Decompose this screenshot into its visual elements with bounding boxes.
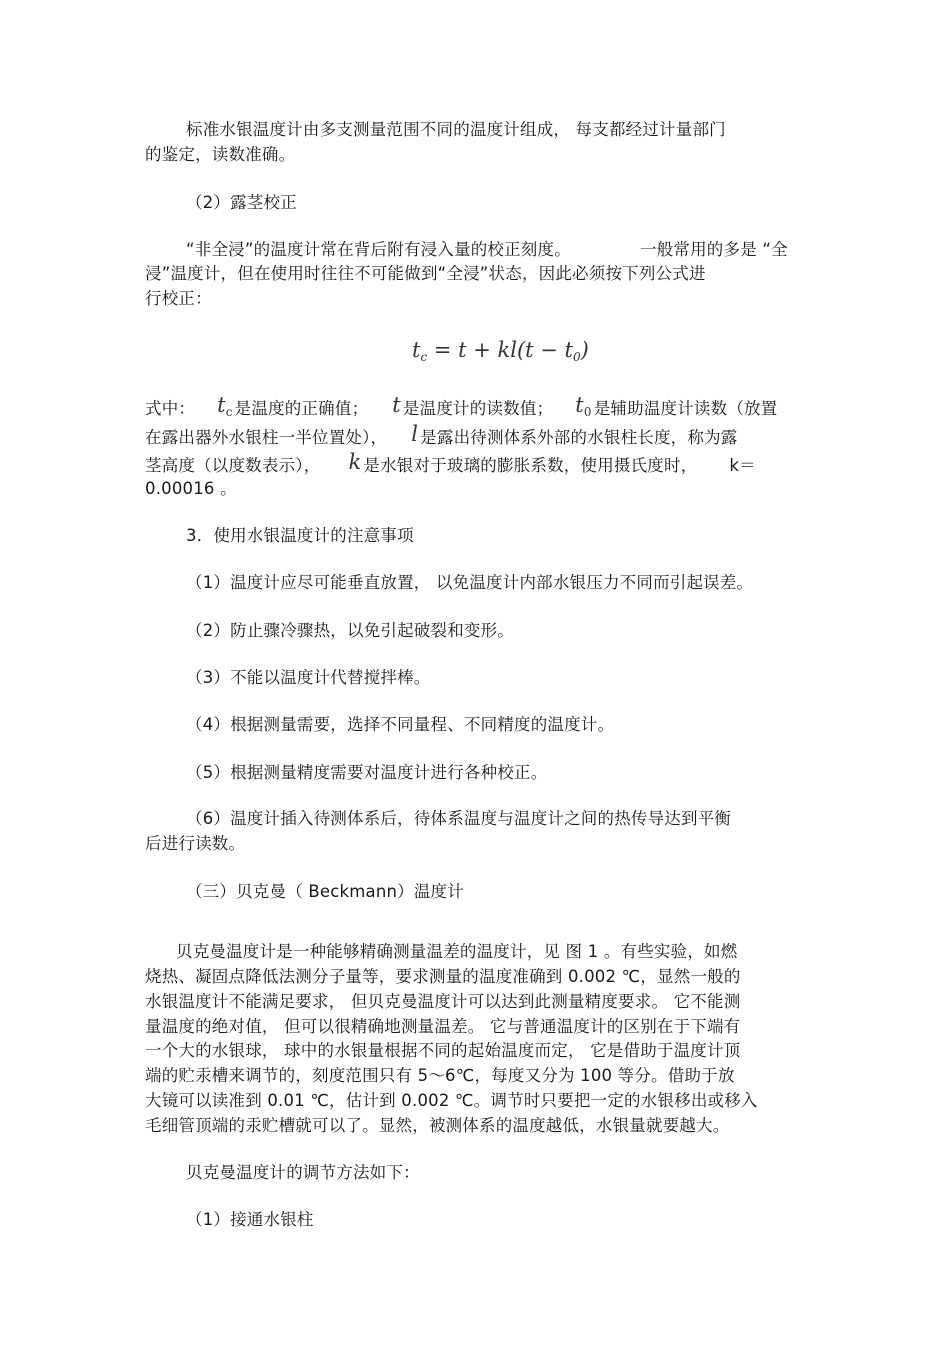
heading-beckmann: （三）贝克曼（ Beckmann）温度计: [186, 882, 464, 901]
paragraph-beckmann-line-7: 大镜可以读准到 0.01 ℃，估计到 0.002 ℃。调节时只要把一定的水银移出或移入: [145, 1091, 758, 1110]
k-value-label: k＝: [729, 456, 756, 475]
formula-rhs: = t + kl(t − t: [427, 338, 573, 362]
t0-description: 是辅助温度计读数（放置: [593, 399, 778, 418]
paragraph-beckmann-line-8: 毛细管顶端的汞贮槽就可以了。显然，被测体系的温度越低，水银量就要越大。: [145, 1116, 730, 1135]
formula-lhs-subscript: c: [420, 350, 428, 364]
paragraph-partial-immersion-line-3: 行校正：: [145, 289, 212, 308]
paragraph-beckmann-line-2: 烧热、凝固点降低法测分子量等，要求测量的温度准确到 0.002 ℃，显然一般的: [145, 967, 741, 986]
where-label: 式中：: [145, 399, 196, 418]
list-item: （1）温度计应尽可能垂直放置， 以免温度计内部水银压力不同而引起误差。: [186, 573, 754, 592]
t-description: 是温度计的读数值；: [402, 399, 554, 418]
paragraph-beckmann-line-3: 水银温度计不能满足要求， 但贝克曼温度计可以达到此测量精度要求。 它不能测: [145, 992, 741, 1011]
list-item: （4）根据测量需要，选择不同量程、不同精度的温度计。: [186, 715, 615, 734]
paragraph-partial-immersion-line-1b: 一般常用的多是 “全: [640, 240, 788, 259]
symbol-tc: $t_c$: [217, 393, 233, 419]
paragraph-beckmann-line-6: 端的贮汞槽来调节的，刻度范围只有 5～6℃，每度又分为 100 等分。借助于放: [145, 1066, 735, 1085]
paragraph-beckmann-line-4: 量温度的绝对值， 但可以很精确地测量温差。 它与普通温度计的区别在于下端有: [145, 1017, 741, 1036]
paragraph-standard-thermometer-line-1: 标准水银温度计由多支测量范围不同的温度计组成， 每支都经过计量部门: [186, 120, 726, 139]
formula-rhs-subscript: 0: [572, 350, 581, 364]
paragraph-standard-thermometer-line-2: 的鉴定，读数准确。: [145, 145, 296, 164]
paragraph-variables-line-2: 在露出器外水银柱一半位置处）， l 是露出待测体系外部的水银柱长度，称为露: [145, 422, 738, 447]
paragraph-partial-immersion-line-2: 浸”温度计，但在使用时往往不可能做到“全浸”状态，因此必须按下列公式进: [145, 264, 706, 283]
heading-connect-mercury-column: （1）接通水银柱: [186, 1210, 314, 1229]
paragraph-adjustment-method: 贝克曼温度计的调节方法如下：: [186, 1163, 420, 1182]
paragraph-variables-line-4: 0.00016 。: [145, 479, 237, 498]
paragraph-beckmann-line-1: 贝克曼温度计是一种能够精确测量温差的温度计，见 图 1 。有些实验，如燃: [176, 942, 738, 961]
heading-stem-correction: （2）露茎校正: [186, 193, 297, 212]
symbol-k: k: [348, 450, 362, 474]
list-item: （2）防止骤冷骤热，以免引起破裂和变形。: [186, 621, 514, 640]
stem-correction-formula: [412, 338, 589, 364]
formula-rhs-close: ): [580, 338, 589, 362]
list-item-6-line-2: 后进行读数。: [145, 834, 246, 853]
heading-precautions: 3．使用水银温度计的注意事项: [186, 526, 414, 545]
symbol-t0: $t_0$: [575, 393, 592, 419]
paragraph-partial-immersion-line-1a: “非全浸”的温度计常在背后附有浸入量的校正刻度。: [186, 240, 571, 259]
paragraph-variables-line-3: 茎高度（以度数表示）， k 是水银对于玻璃的膨胀系数，使用摄氏度时， k＝: [145, 450, 756, 475]
paragraph-beckmann-line-5: 一个大的水银球， 球中的水银量根据不同的起始温度而定， 它是借助于温度计顶: [145, 1041, 741, 1060]
symbol-l: l: [411, 422, 419, 446]
paragraph-variables-line-1: [145, 395, 777, 426]
tc-description: 是温度的正确值；: [234, 399, 369, 418]
list-item: （5）根据测量精度需要对温度计进行各种校正。: [186, 763, 548, 782]
symbol-t: t: [392, 393, 401, 417]
formula-lhs: t: [412, 338, 421, 362]
list-item-6-line-1: （6）温度计插入待测体系后，待体系温度与温度计之间的热传导达到平衡: [186, 809, 732, 828]
list-item: （3）不能以温度计代替搅拌棒。: [186, 668, 431, 687]
